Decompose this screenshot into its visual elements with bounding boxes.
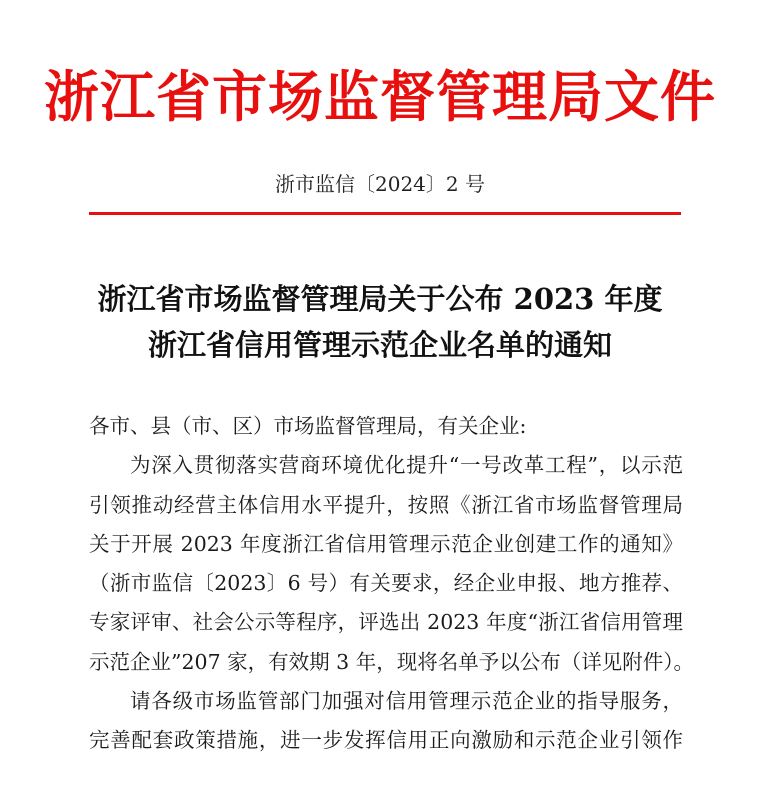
red-separator-line [89, 212, 681, 215]
notice-title-line-2: 浙江省信用管理示范企业名单的通知 [147, 328, 612, 362]
paragraph-1-line-4: （浙市监信〔2023〕6 号）有关要求，经企业申报、地方推荐、 [89, 571, 683, 596]
paragraph-1-line-6: 示范企业”207 家，有效期 3 年，现将名单予以公布（详见附件）。 [89, 649, 694, 674]
notice-title [0, 276, 760, 368]
paragraph-2-line-1: 请各级市场监管部门加强对信用管理示范企业的指导服务， [130, 689, 683, 714]
paragraph-1-line-1: 为深入贯彻落实营商环境优化提升“一号改革工程”，以示范 [130, 453, 683, 478]
paragraph-1-line-2: 引领推动经营主体信用水平提升，按照《浙江省市场监督管理局 [89, 492, 683, 517]
paragraph-2 [89, 682, 683, 761]
notice-body [89, 407, 694, 761]
paragraph-1-line-5: 专家评审、社会公示等程序，评选出 2023 年度“浙江省信用管理 [89, 610, 683, 635]
issuing-authority-header: 浙江省市场监督管理局文件 [43, 64, 716, 129]
notice-title-line-1: 浙江省市场监督管理局关于公布 2023 年度 [97, 282, 663, 316]
paragraph-2-line-2: 完善配套政策措施，进一步发挥信用正向激励和示范企业引领作 [89, 728, 683, 753]
paragraph-1 [89, 446, 694, 682]
salutation: 各市、县（市、区）市场监督管理局，有关企业: [89, 414, 527, 438]
document-number: 浙市监信〔2024〕2 号 [275, 172, 485, 196]
paragraph-1-line-3: 关于开展 2023 年度浙江省信用管理示范企业创建工作的通知》 [89, 531, 683, 556]
